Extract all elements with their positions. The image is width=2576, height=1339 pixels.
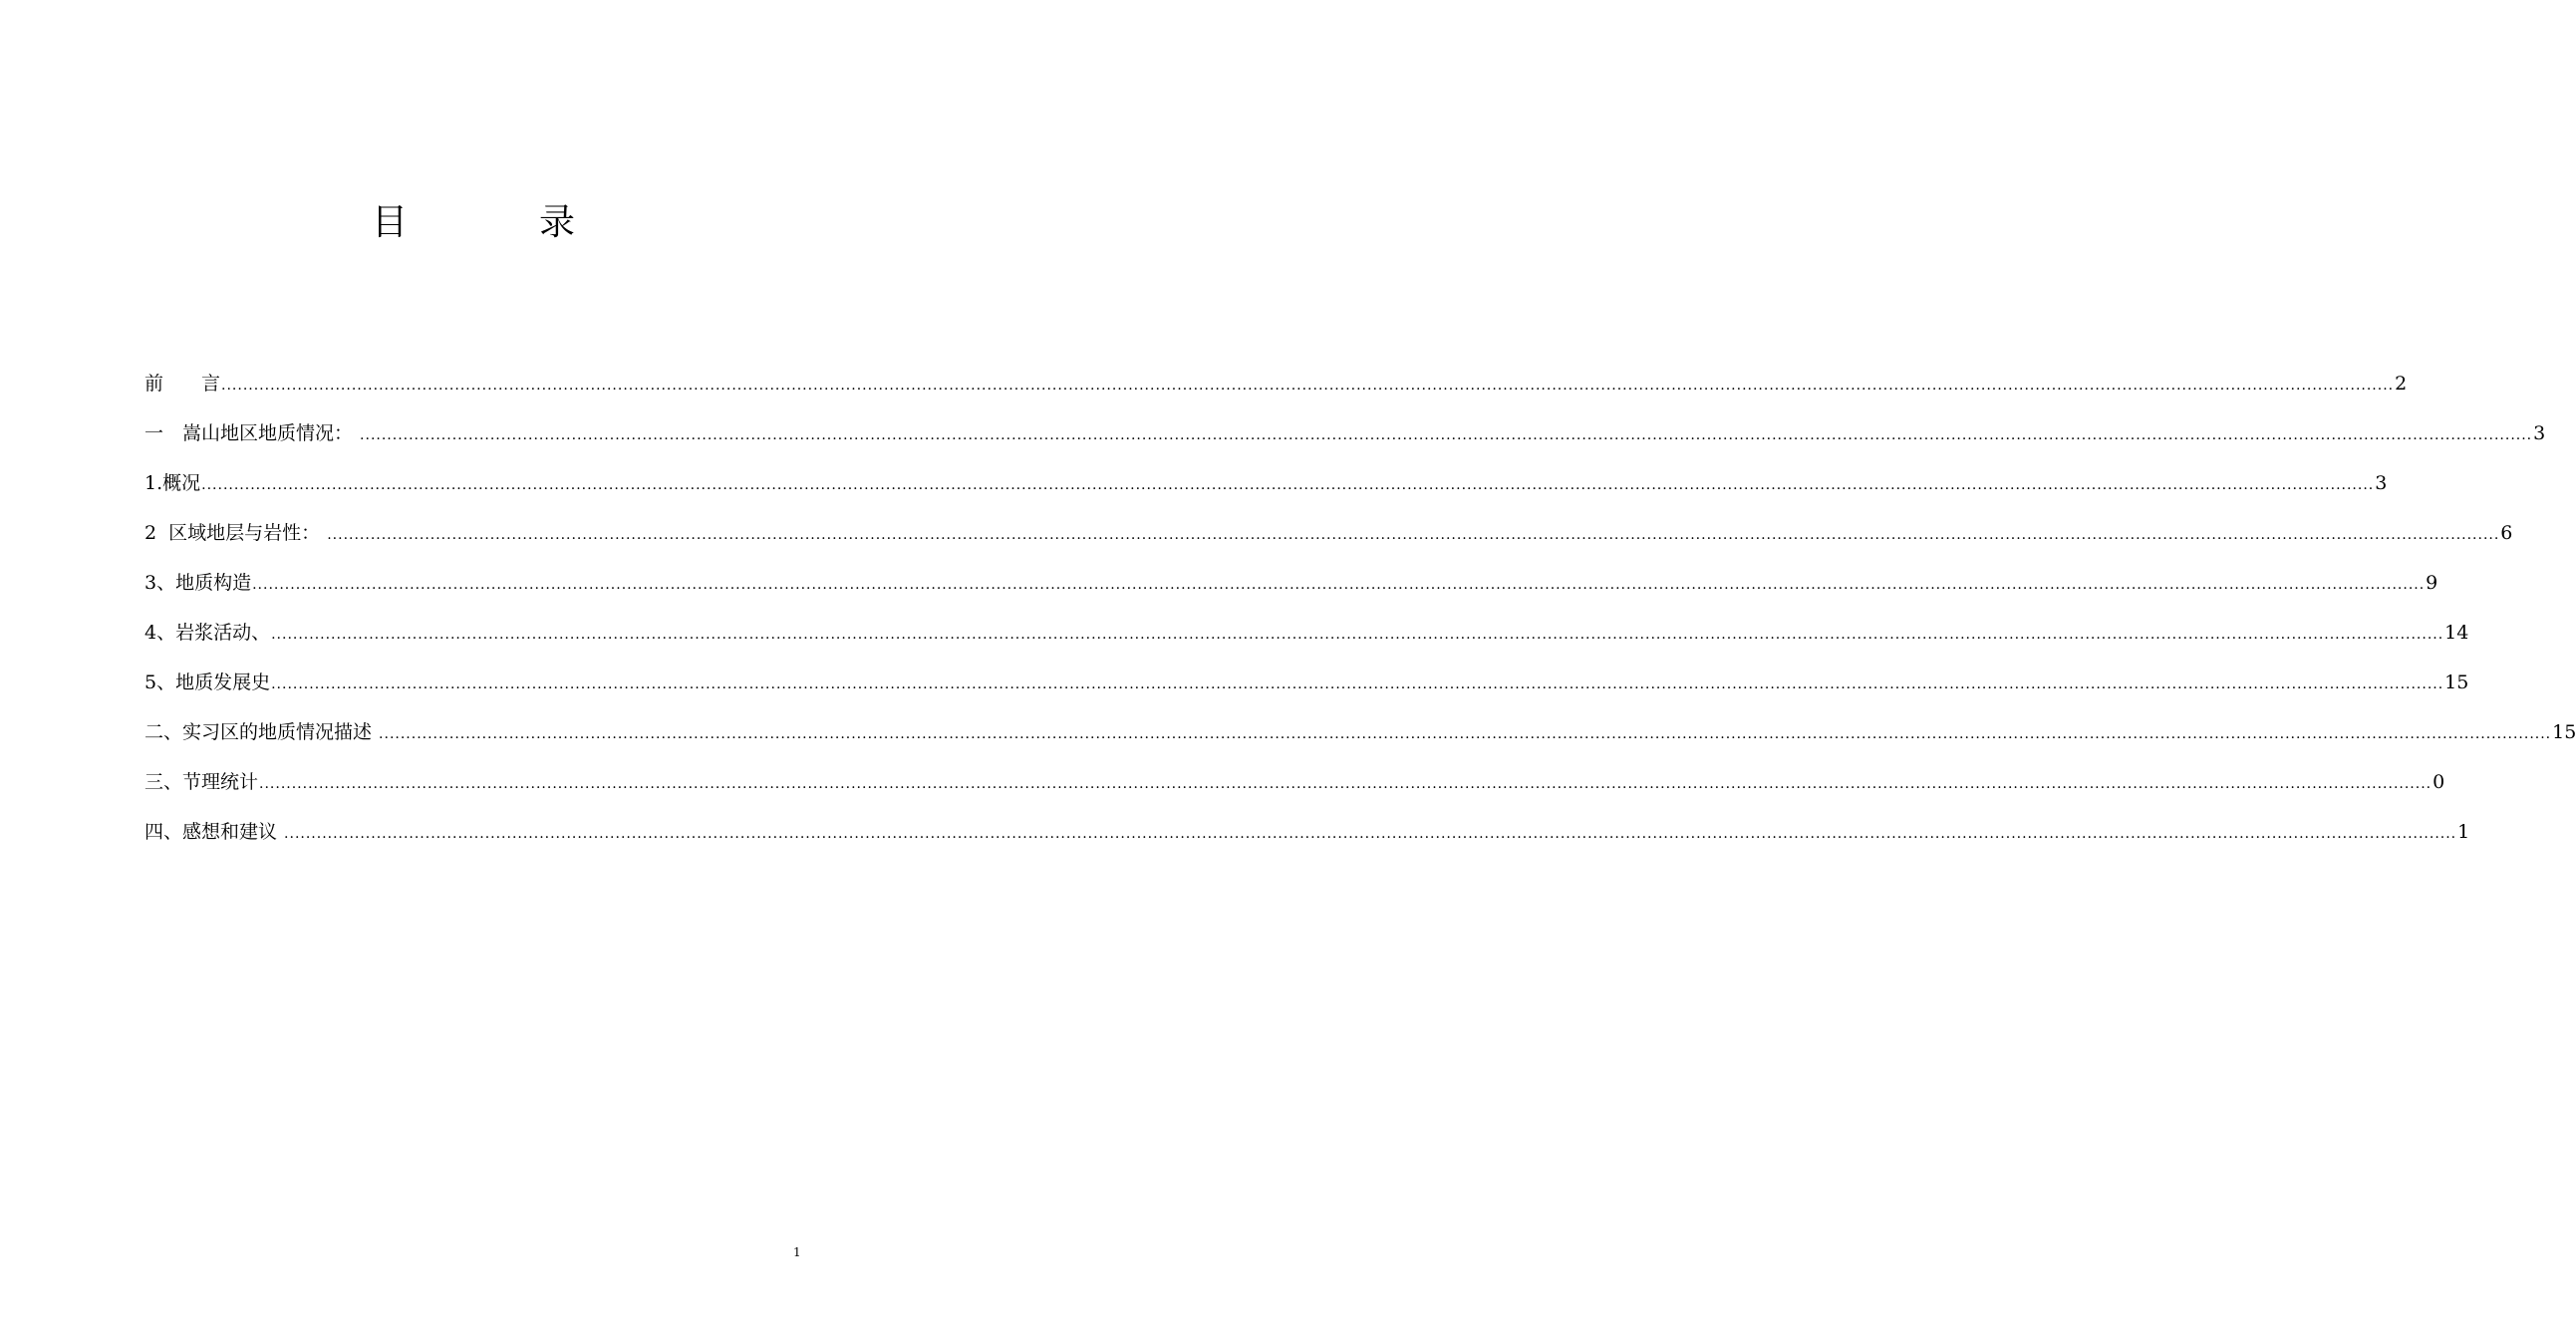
toc-entry-page: 9 <box>2426 572 2438 594</box>
toc-entry-page: 6 <box>2500 522 2513 544</box>
toc-entry-magmatism[interactable] <box>144 616 2469 666</box>
toc-entry-page: 2 <box>2395 373 2408 395</box>
toc-leader-dots: ................................................................................................................................................................................................................................................................................................................................................................................................................ <box>271 676 2444 692</box>
toc-entry-page: 15 <box>2552 721 2576 743</box>
toc-leader-dots: ................................................................................................................................................................................................................................................................................................................................................................................................................ <box>252 577 2426 593</box>
toc-entry-label: 前 言 <box>144 373 221 395</box>
toc-leader-dots: ................................................................................................................................................................................................................................................................................................................................................................................................................ <box>259 776 2433 792</box>
toc-entry-history[interactable] <box>144 666 2469 715</box>
toc-leader-dots: ................................................................................................................................................................................................................................................................................................................................................................................................................ <box>271 627 2444 643</box>
toc-leader-dots: ................................................................................................................................................................................................................................................................................................................................................................................................................ <box>284 826 2457 842</box>
toc-entry-structure[interactable] <box>144 566 2438 616</box>
table-of-contents <box>144 367 2576 865</box>
toc-entry-label: 三、节理统计 <box>144 771 259 793</box>
toc-entry-label: 1.概况 <box>144 472 201 494</box>
toc-entry-joint-statistics[interactable] <box>144 765 2445 815</box>
page-title: 目 录 <box>371 202 623 243</box>
toc-entry-reflections[interactable] <box>144 815 2470 865</box>
toc-entry-preface[interactable] <box>144 367 2408 416</box>
toc-entry-field-area[interactable] <box>144 715 2576 765</box>
toc-entry-label: 3、地质构造 <box>144 572 252 594</box>
toc-entry-page: 3 <box>2375 472 2388 494</box>
footer-page-number: 1 <box>793 1245 801 1259</box>
toc-entry-label: 5、地质发展史 <box>144 671 271 693</box>
toc-leader-dots: ................................................................................................................................................................................................................................................................................................................................................................................................................ <box>379 726 2552 742</box>
toc-entry-label: 一 嵩山地区地质情况： <box>144 422 360 444</box>
toc-leader-dots: ................................................................................................................................................................................................................................................................................................................................................................................................................ <box>201 477 2375 493</box>
toc-entry-songshan-geology[interactable] <box>144 416 2546 466</box>
toc-leader-dots: ................................................................................................................................................................................................................................................................................................................................................................................................................ <box>221 378 2395 394</box>
toc-leader-dots: ................................................................................................................................................................................................................................................................................................................................................................................................................ <box>360 427 2533 443</box>
toc-entry-page: 1 <box>2457 821 2470 843</box>
toc-entry-label: 二、实习区的地质情况描述 <box>144 721 379 743</box>
toc-entry-page: 14 <box>2444 622 2469 644</box>
toc-entry-page: 15 <box>2444 671 2469 693</box>
toc-entry-overview[interactable] <box>144 466 2388 516</box>
toc-entry-label: 2 区域地层与岩性： <box>144 522 327 544</box>
toc-entry-page: 0 <box>2433 771 2445 793</box>
toc-leader-dots: ................................................................................................................................................................................................................................................................................................................................................................................................................ <box>327 527 2500 543</box>
toc-entry-strata-lithology[interactable] <box>144 516 2513 566</box>
toc-entry-page: 3 <box>2533 422 2546 444</box>
toc-entry-label: 四、感想和建议 <box>144 821 284 843</box>
toc-entry-label: 4、岩浆活动、 <box>144 622 271 644</box>
